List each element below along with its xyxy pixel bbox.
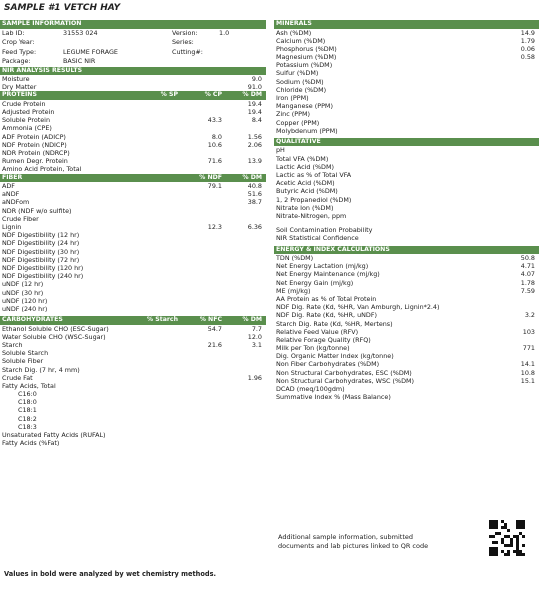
energy-label: TDN (%DM) <box>276 254 314 262</box>
fiber-label: NDF Digestibility (240 hr) <box>2 272 84 281</box>
energy-row <box>274 295 539 303</box>
qualitative-label: Butyric Acid (%DM) <box>276 187 338 196</box>
fiber-label: NDF Digestibility (120 hr) <box>2 263 84 272</box>
sample-info-header: SAMPLE INFORMATION <box>0 20 266 29</box>
fiber-row <box>0 223 266 231</box>
mineral-label: Potassium (%DM) <box>276 61 333 70</box>
mineral-row <box>274 69 539 77</box>
carbs-header <box>0 316 266 325</box>
carb-label: C16:0 <box>18 390 37 399</box>
carb-value: 7.7 <box>251 324 262 333</box>
protein-label: Soluble Protein <box>2 116 50 125</box>
cutting-label: Cutting#: <box>172 47 203 56</box>
info-row-feed <box>0 48 266 58</box>
energy-value: 7.59 <box>520 286 535 295</box>
qualitative-header: QUALITATIVE <box>274 138 539 147</box>
qualitative-row <box>274 155 539 163</box>
nir-value: 9.0 <box>251 75 262 83</box>
energy-label: Net Energy Maintenance (mj/kg) <box>276 270 380 279</box>
protein-label: Amino Acid Protein, Total <box>2 165 82 174</box>
fiber-row <box>0 215 266 223</box>
carbs-col-starch: % Starch <box>146 316 178 324</box>
carb-row <box>0 357 266 365</box>
fiber-table <box>0 182 266 313</box>
nir-header: NIR ANALYSIS RESULTS <box>0 67 266 76</box>
fiber-label: uNDF (120 hr) <box>2 296 48 305</box>
right-column <box>274 20 539 401</box>
protein-row <box>0 157 266 165</box>
fiber-label: uNDF (240 hr) <box>2 304 48 313</box>
protein-value: 43.3 <box>207 116 222 125</box>
left-column <box>0 20 266 447</box>
protein-label: NDF Protein (NDICP) <box>2 140 67 149</box>
fiber-header <box>0 174 266 183</box>
protein-value: 8.4 <box>251 116 262 125</box>
energy-label: DCAD (meq/100gdm) <box>276 385 345 393</box>
protein-row <box>0 100 266 108</box>
carb-row <box>0 374 266 382</box>
carb-label: Soluble Fiber <box>2 357 44 366</box>
energy-row <box>274 270 539 278</box>
protein-label: Crude Protein <box>2 99 46 108</box>
mineral-label: Sodium (%DM) <box>276 77 324 86</box>
fiber-row <box>0 239 266 247</box>
fiber-title: FIBER <box>2 173 23 181</box>
carb-row <box>0 390 266 398</box>
energy-label: Non Structural Carbohydrates, ESC (%DM) <box>276 368 412 377</box>
protein-row <box>0 141 266 149</box>
qualitative-label: pH <box>276 146 285 155</box>
mineral-row <box>274 78 539 86</box>
energy-row <box>274 385 539 393</box>
minerals-header: MINERALS <box>274 20 539 29</box>
fiber-col-ndf: % NDF <box>199 173 222 181</box>
info-row-crop <box>0 38 266 48</box>
carb-row <box>0 341 266 349</box>
protein-label: NDR Protein (NDRCP) <box>2 149 70 157</box>
protein-row <box>0 124 266 132</box>
mineral-label: Ash (%DM) <box>276 28 312 37</box>
protein-label: Adjusted Protein <box>2 108 55 117</box>
mineral-value: 1.79 <box>520 36 535 45</box>
fiber-label: uNDF (12 hr) <box>2 280 44 289</box>
package-value: BASIC NIR <box>63 57 96 65</box>
fiber-label: NDF Digestibility (30 hr) <box>2 247 80 256</box>
protein-value: 10.6 <box>207 140 222 149</box>
energy-value: 4.07 <box>520 270 535 279</box>
energy-row <box>274 320 539 328</box>
carb-row <box>0 439 266 447</box>
feed-type-value: LEGUME FORAGE <box>63 47 118 56</box>
carb-label: Starch Dig. (7 hr, 4 mm) <box>2 365 80 374</box>
mineral-row <box>274 61 539 69</box>
fiber-label: aNDF <box>2 190 20 199</box>
mineral-row <box>274 102 539 110</box>
version-value: 1.0 <box>219 28 230 37</box>
qualitative-row <box>274 196 539 204</box>
fiber-label: uNDF (30 hr) <box>2 288 44 297</box>
energy-value: 15.1 <box>520 376 535 385</box>
carb-label: C18:1 <box>18 406 37 415</box>
mineral-value: 0.58 <box>520 53 535 62</box>
fiber-label: NDF Digestibility (12 hr) <box>2 231 80 240</box>
info-row-lab <box>0 29 266 39</box>
energy-label: Non Structural Carbohydrates, WSC (%DM) <box>276 376 415 385</box>
carb-label: Soluble Starch <box>2 349 49 358</box>
carb-row <box>0 382 266 390</box>
carb-label: Fatty Acids, Total <box>2 381 56 390</box>
protein-value: 71.6 <box>207 157 222 166</box>
carbs-col-nfc: % NFC <box>199 316 222 324</box>
carb-row <box>0 398 266 406</box>
energy-label: Starch Dig. Rate (Kd, %HR, Mertens) <box>276 319 393 328</box>
proteins-header <box>0 91 266 100</box>
carbs-col-dm: % DM <box>242 316 262 324</box>
contamination-row <box>274 234 539 242</box>
qualitative-label: Lactic as % of Total VFA <box>276 171 352 179</box>
energy-label: Milk per Ton (kg/tonne) <box>276 344 350 353</box>
energy-label: Non Fiber Carbohydrates (%DM) <box>276 360 380 369</box>
carb-label: Crude Fat <box>2 373 33 382</box>
qualitative-label: 1, 2 Propanediol (%DM) <box>276 195 352 204</box>
carb-row <box>0 366 266 374</box>
protein-value: 8.0 <box>211 132 222 141</box>
energy-label: Net Energy Lactation (mj/kg) <box>276 262 369 271</box>
report-title: SAMPLE #1 VETCH HAY <box>4 3 121 13</box>
mineral-label: Zinc (PPM) <box>276 110 310 119</box>
minerals-table <box>274 29 539 135</box>
energy-row <box>274 328 539 336</box>
mineral-row <box>274 29 539 37</box>
qualitative-label: Acetic Acid (%DM) <box>276 179 335 188</box>
fiber-label: NDF Digestibility (24 hr) <box>2 239 80 248</box>
info-row-package <box>0 57 266 67</box>
mineral-label: Sulfur (%DM) <box>276 69 319 78</box>
fiber-row <box>0 248 266 256</box>
mineral-row <box>274 94 539 102</box>
fiber-row <box>0 297 266 305</box>
mineral-label: Copper (PPM) <box>276 118 320 127</box>
contamination-label: Soil Contamination Probability <box>276 226 373 235</box>
carb-row <box>0 349 266 357</box>
carb-row <box>0 333 266 341</box>
contamination-table <box>274 226 539 242</box>
carb-label: C18:2 <box>18 414 37 423</box>
lab-id-value: 31553 024 <box>63 28 98 37</box>
qualitative-label: Total VFA (%DM) <box>276 154 329 163</box>
qualitative-row <box>274 163 539 171</box>
mineral-value: 0.06 <box>520 44 535 53</box>
fiber-label: aNDFom <box>2 198 30 207</box>
mineral-row <box>274 127 539 135</box>
energy-row <box>274 369 539 377</box>
energy-row <box>274 360 539 368</box>
energy-label: ME (mj/kg) <box>276 286 311 295</box>
carb-label: Water Soluble CHO (WSC-Sugar) <box>2 332 106 341</box>
qualitative-label: Nitrate-Nitrogen, ppm <box>276 211 347 220</box>
qualitative-label: Lactic Acid (%DM) <box>276 162 334 171</box>
energy-row <box>274 344 539 352</box>
carb-label: C18:0 <box>18 398 37 407</box>
protein-row <box>0 108 266 116</box>
energy-row <box>274 377 539 385</box>
energy-value: 50.8 <box>520 254 535 262</box>
energy-label: NDF Dig. Rate (Kd, %HR, uNDF) <box>276 311 378 320</box>
fiber-value: 79.1 <box>207 182 222 191</box>
carb-value: 54.7 <box>207 324 222 333</box>
carb-label: Starch <box>2 340 23 349</box>
fiber-value: 6.36 <box>247 223 262 231</box>
mineral-row <box>274 37 539 45</box>
fiber-label: Crude Fiber <box>2 214 39 223</box>
qualitative-row <box>274 204 539 212</box>
energy-row <box>274 287 539 295</box>
qualitative-row <box>274 212 539 220</box>
qualitative-row <box>274 187 539 195</box>
qr-note-line-1: Additional sample information, submitted <box>278 533 414 541</box>
carb-label: Ethanol Soluble CHO (ESC-Sugar) <box>2 324 109 333</box>
fiber-value: 51.6 <box>247 190 262 199</box>
energy-row <box>274 393 539 401</box>
fiber-row <box>0 264 266 272</box>
energy-label: Dig. Organic Matter Index (kg/tonne) <box>276 352 394 361</box>
proteins-col-dm: % DM <box>242 91 262 99</box>
fiber-row <box>0 207 266 215</box>
energy-value: 3.2 <box>524 311 535 320</box>
mineral-label: Chloride (%DM) <box>276 85 327 94</box>
fiber-col-dm: % DM <box>242 173 262 181</box>
mineral-label: Calcium (%DM) <box>276 36 326 45</box>
fiber-value: 40.8 <box>247 182 262 191</box>
nir-value: 91.0 <box>247 83 262 92</box>
fiber-row <box>0 305 266 313</box>
protein-row <box>0 133 266 141</box>
fiber-row <box>0 272 266 280</box>
fiber-value: 12.3 <box>207 223 222 231</box>
carb-label: C18:3 <box>18 422 37 431</box>
nir-row <box>0 83 266 91</box>
protein-value: 19.4 <box>247 108 262 117</box>
energy-value: 14.1 <box>520 360 535 369</box>
fiber-label: Lignin <box>2 223 22 231</box>
footer-note: Values in bold were analyzed by wet chemistry methods. <box>4 570 216 578</box>
carb-label: Fatty Acids (%Fat) <box>2 439 60 448</box>
fiber-label: ADF <box>2 182 15 191</box>
series-label: Series: <box>172 38 194 46</box>
protein-value: 13.9 <box>247 157 262 166</box>
fiber-row <box>0 289 266 297</box>
energy-label: Summative Index % (Mass Balance) <box>276 393 391 402</box>
protein-label: Ammonia (CPE) <box>2 124 52 133</box>
mineral-row <box>274 45 539 53</box>
version-label: Version: <box>172 28 198 37</box>
fiber-label: NDR (NDF w/o sulfite) <box>2 206 72 215</box>
protein-value: 2.06 <box>247 140 262 149</box>
energy-row <box>274 254 539 262</box>
fiber-row <box>0 198 266 206</box>
qr-code-icon[interactable] <box>489 520 525 556</box>
proteins-col-sp: % SP <box>160 91 178 99</box>
contamination-label: NIR Statistical Confidence <box>276 234 359 243</box>
fiber-row <box>0 190 266 198</box>
qualitative-row <box>274 179 539 187</box>
carbs-table <box>0 325 266 448</box>
carbs-title: CARBOHYDRATES <box>2 316 63 324</box>
protein-label: ADF Protein (ADICP) <box>2 132 66 141</box>
protein-value: 19.4 <box>247 99 262 108</box>
proteins-col-cp: % CP <box>204 91 222 99</box>
nir-row <box>0 75 266 83</box>
energy-row <box>274 279 539 287</box>
energy-label: Relative Feed Value (RFV) <box>276 327 359 336</box>
energy-label: AA Protein as % of Total Protein <box>276 294 377 303</box>
crop-year-label: Crop Year: <box>2 38 35 46</box>
mineral-label: Manganese (PPM) <box>276 102 333 111</box>
fiber-row <box>0 256 266 264</box>
energy-header: ENERGY & INDEX CALCULATIONS <box>274 246 539 255</box>
carb-row <box>0 423 266 431</box>
energy-value: 103 <box>522 327 535 336</box>
qualitative-row <box>274 171 539 179</box>
mineral-label: Phosphorus (%DM) <box>276 44 337 53</box>
nir-label: Moisture <box>2 75 30 83</box>
qualitative-row <box>274 146 539 154</box>
carb-value: 3.1 <box>251 340 262 349</box>
mineral-row <box>274 53 539 61</box>
energy-row <box>274 311 539 319</box>
carb-row <box>0 415 266 423</box>
carb-row <box>0 325 266 333</box>
carb-label: Unsaturated Fatty Acids (RUFAL) <box>2 431 106 439</box>
mineral-value: 14.9 <box>520 28 535 37</box>
fiber-row <box>0 182 266 190</box>
feed-type-label: Feed Type: <box>2 47 37 56</box>
protein-value: 1.56 <box>247 132 262 141</box>
protein-row <box>0 165 266 173</box>
energy-value: 771 <box>522 344 535 353</box>
energy-table <box>274 254 539 401</box>
protein-row <box>0 116 266 124</box>
energy-label: NDF Dig. Rate (Kd, %HR, Van Amburgh, Lignin*2.4) <box>276 303 440 312</box>
proteins-table <box>0 100 266 174</box>
lab-id-label: Lab ID: <box>2 28 25 37</box>
nir-table <box>0 75 266 91</box>
energy-label: Net Energy Gain (mj/kg) <box>276 278 354 287</box>
energy-value: 4.71 <box>520 262 535 271</box>
carb-value: 1.96 <box>247 373 262 382</box>
mineral-label: Molybdenum (PPM) <box>276 126 338 135</box>
qr-note-line-2: documents and lab pictures linked to QR code <box>278 542 429 550</box>
carb-value: 12.0 <box>247 332 262 341</box>
carb-row <box>0 431 266 439</box>
contamination-row <box>274 226 539 234</box>
mineral-row <box>274 110 539 118</box>
energy-value: 1.78 <box>520 278 535 287</box>
qr-note <box>278 533 478 551</box>
protein-row <box>0 149 266 157</box>
energy-row <box>274 303 539 311</box>
qualitative-table <box>274 146 539 220</box>
carb-value: 21.6 <box>207 340 222 349</box>
fiber-row <box>0 280 266 288</box>
nir-label: Dry Matter <box>2 83 37 92</box>
mineral-row <box>274 86 539 94</box>
fiber-value: 38.7 <box>247 198 262 207</box>
proteins-title: PROTEINS <box>2 91 37 99</box>
energy-value: 10.8 <box>520 368 535 377</box>
qualitative-label: Nitrate Ion (%DM) <box>276 203 334 212</box>
fiber-label: NDF Digestibility (72 hr) <box>2 255 80 264</box>
package-label: Package: <box>2 57 31 65</box>
mineral-row <box>274 119 539 127</box>
mineral-label: Magnesium (%DM) <box>276 53 337 62</box>
mineral-label: Iron (PPM) <box>276 94 309 102</box>
energy-row <box>274 352 539 360</box>
energy-row <box>274 336 539 344</box>
protein-label: Rumen Degr. Protein <box>2 157 68 166</box>
fiber-row <box>0 231 266 239</box>
energy-label: Relative Forage Quality (RFQ) <box>276 335 371 344</box>
carb-row <box>0 406 266 414</box>
energy-row <box>274 262 539 270</box>
